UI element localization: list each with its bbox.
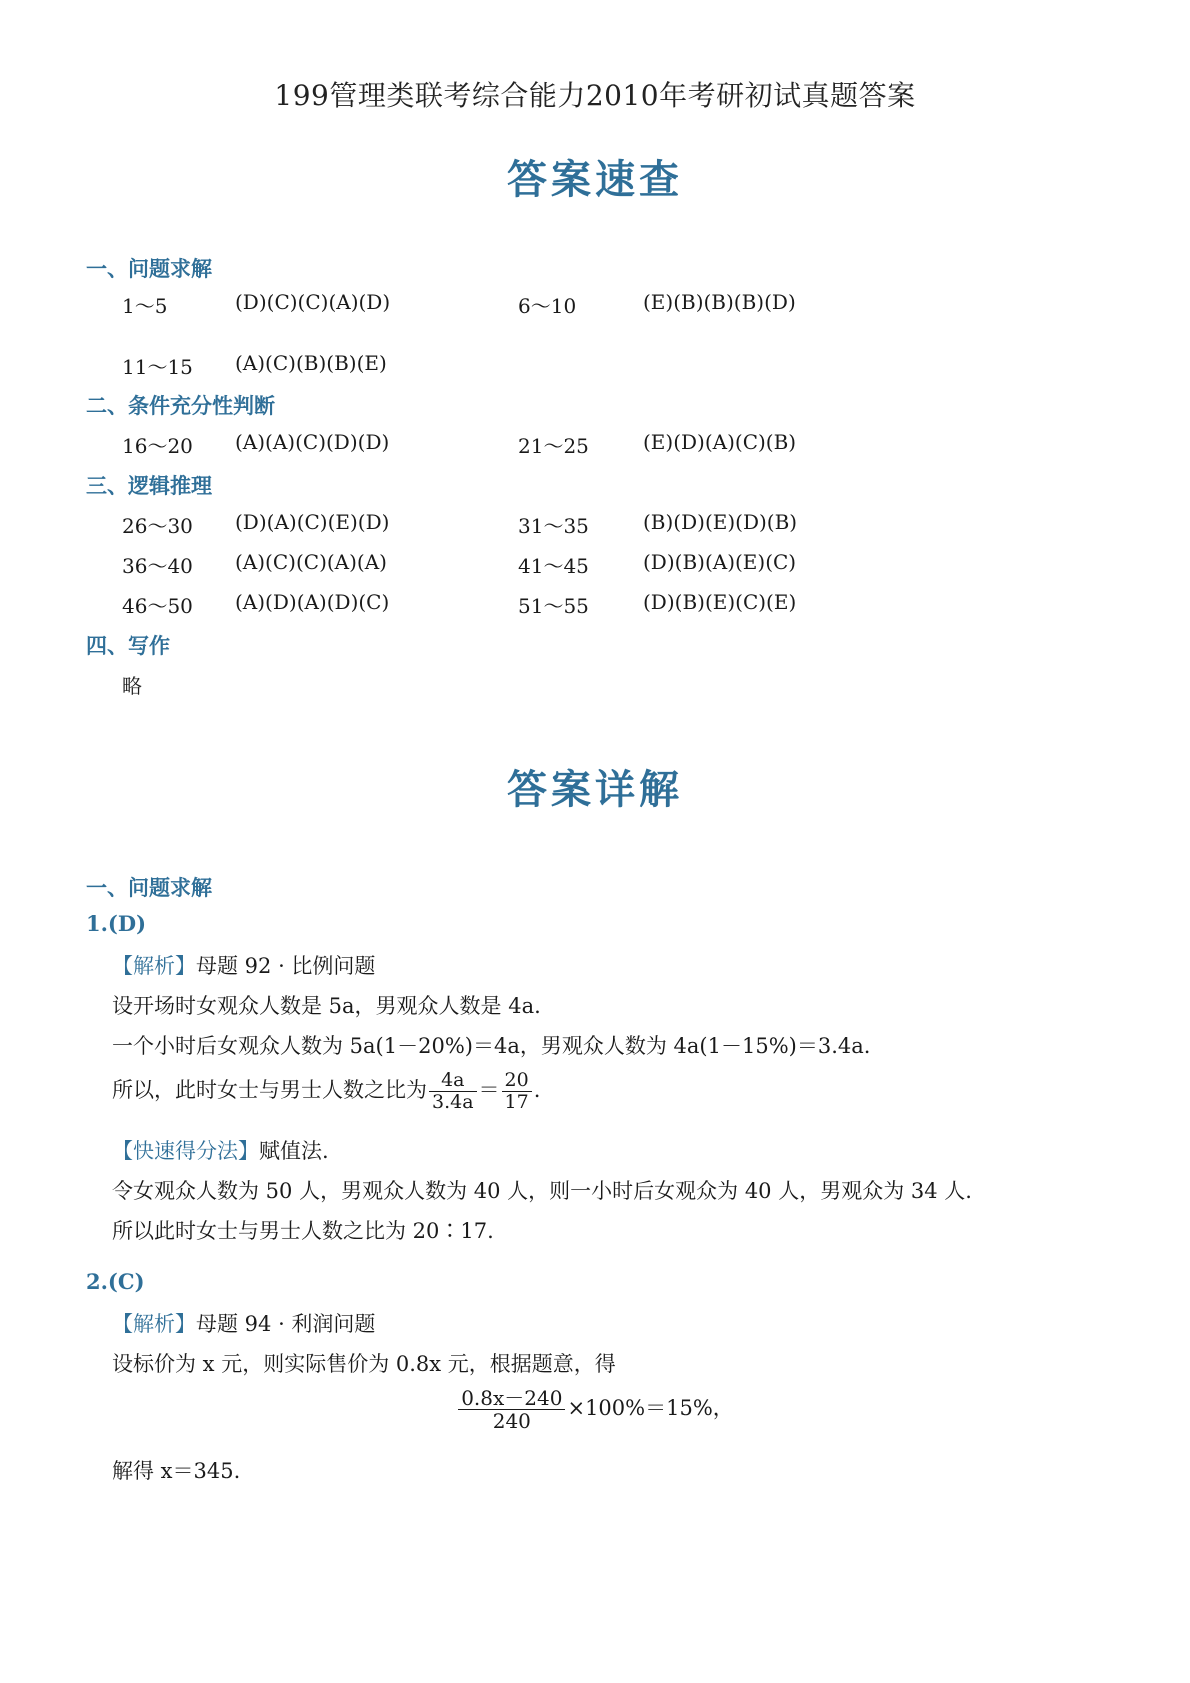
q2-formula [0, 1387, 1190, 1432]
page-title: 199管理类联考综合能力2010年考研初试真题答案 [274, 79, 916, 112]
range-label: 46～50 [122, 594, 193, 618]
answer-row [0, 590, 1190, 620]
detail-section-title: 一、问题求解 [86, 876, 212, 900]
fraction-numerator: 0.8x－240 [458, 1387, 565, 1410]
fraction-denominator: 17 [504, 1090, 529, 1113]
answer-row [0, 550, 1190, 580]
range-label: 21～25 [518, 434, 589, 458]
question-1-answer: 1.(D) [86, 911, 147, 936]
fraction-numerator: 20 [502, 1070, 532, 1092]
q2-analysis-line [112, 1308, 375, 1338]
line-end: . [533, 1077, 541, 1102]
range-label: 41～45 [518, 554, 589, 578]
range-label: 31～35 [518, 514, 589, 538]
answer-row [0, 351, 1190, 381]
answer-row [0, 430, 1190, 460]
ratio-fraction [429, 1070, 477, 1113]
answer-set: (D)(B)(A)(E)(C) [643, 550, 797, 574]
analysis-tag: 【解析】 [112, 954, 196, 978]
answer-set: (D)(C)(C)(A)(D) [235, 290, 391, 314]
range-label: 16～20 [122, 434, 193, 458]
quick-answers-heading: 答案速查 [507, 156, 683, 203]
q1-line-3 [112, 1070, 540, 1113]
q1-line-5: 所以此时女士与男士人数之比为 20∶17. [112, 1219, 494, 1243]
formula-rest: ×100%＝15%， [567, 1396, 734, 1420]
range-label: 26～30 [122, 514, 193, 538]
q1-line-2: 一个小时后女观众人数为 5a(1－20%)＝4a，男观众人数为 4a(1－15%)＝3.4a. [112, 1034, 871, 1058]
range-label: 36～40 [122, 554, 193, 578]
answer-set: (A)(A)(C)(D)(D) [235, 430, 390, 454]
answer-set: (B)(D)(E)(D)(B) [643, 510, 798, 534]
range-label: 6～10 [518, 294, 577, 318]
section-writing-title: 四、写作 [86, 634, 170, 658]
q1-fast-method-line [112, 1135, 329, 1165]
answer-set: (A)(D)(A)(D)(C) [235, 590, 390, 614]
ratio-result-fraction [502, 1070, 532, 1113]
q1-line-1: 设开场时女观众人数是 5a，男观众人数是 4a. [112, 994, 541, 1018]
q2-line-2: 解得 x＝345. [112, 1459, 241, 1483]
range-label: 51～55 [518, 594, 589, 618]
range-label: 11～15 [122, 355, 193, 379]
analysis-topic: 母题 94 · 利润问题 [196, 1312, 376, 1336]
section-sufficiency-title: 二、条件充分性判断 [86, 394, 275, 418]
q1-analysis-line [112, 950, 375, 980]
fraction-numerator: 4a [429, 1070, 477, 1092]
analysis-tag: 【解析】 [112, 1312, 196, 1336]
fraction-denominator: 240 [492, 1409, 531, 1433]
answer-set: (E)(D)(A)(C)(B) [643, 430, 797, 454]
fast-method-topic: 赋值法. [259, 1139, 329, 1163]
fraction-denominator: 3.4a [432, 1090, 474, 1113]
analysis-topic: 母题 92 · 比例问题 [196, 954, 376, 978]
range-label: 1～5 [122, 294, 168, 318]
detailed-answers-heading: 答案详解 [507, 766, 683, 813]
question-2-answer: 2.(C) [86, 1269, 145, 1294]
answer-set: (D)(B)(E)(C)(E) [643, 590, 797, 614]
profit-fraction [458, 1387, 565, 1432]
equals-sign: ＝ [478, 1077, 500, 1102]
fast-method-tag: 【快速得分法】 [112, 1139, 259, 1163]
answer-row [0, 510, 1190, 540]
answer-set: (D)(A)(C)(E)(D) [235, 510, 390, 534]
writing-note: 略 [122, 674, 142, 698]
answer-set: (A)(C)(B)(B)(E) [235, 351, 387, 375]
section-logic-title: 三、逻辑推理 [86, 474, 212, 498]
answer-set: (E)(B)(B)(B)(D) [643, 290, 796, 314]
q2-line-1: 设标价为 x 元，则实际售价为 0.8x 元，根据题意，得 [112, 1352, 616, 1376]
ratio-text: 所以，此时女士与男士人数之比为 [112, 1077, 427, 1102]
answer-row [0, 290, 1190, 320]
section-problem-solving-title: 一、问题求解 [86, 257, 212, 281]
answer-set: (A)(C)(C)(A)(A) [235, 550, 387, 574]
q1-line-4: 令女观众人数为 50 人，男观众人数为 40 人，则一小时后女观众为 40 人，男观众为 34 人. [112, 1179, 972, 1203]
